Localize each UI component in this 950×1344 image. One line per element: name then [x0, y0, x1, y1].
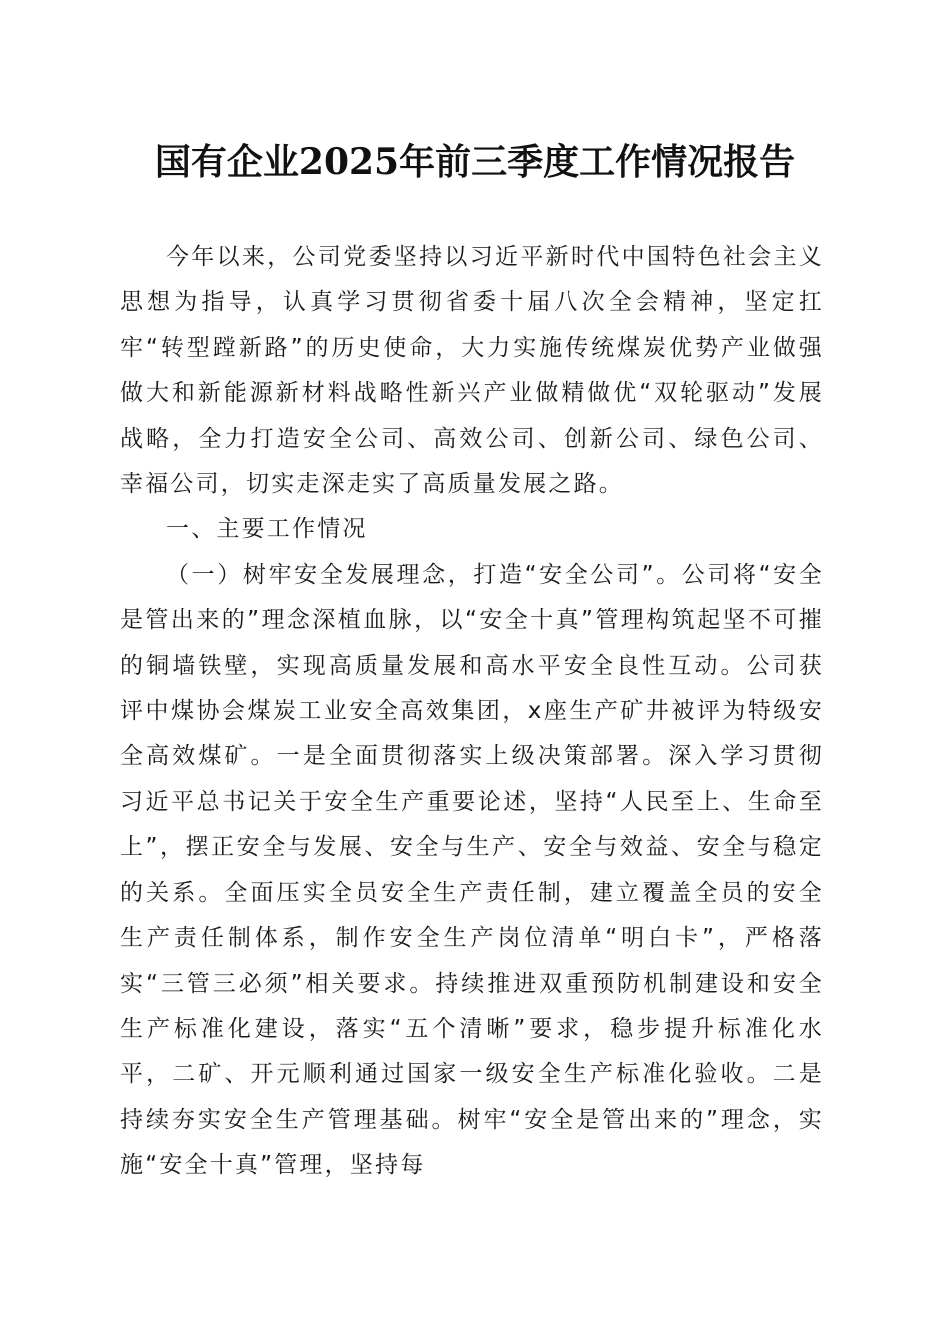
section-paragraph: （一）树牢安全发展理念，打造“安全公司”。公司将“安全是管出来的”理念深植血脉，以“安全十真”管理构筑起坚不可摧的铜墙铁壁，实现高质量发展和高水平安全良性互动。公司获评中煤协会煤炭工业安全高效集团，x座生产矿井被评为特级安全高效煤矿。一是全面贯彻落实上级决策部署。深入学习贯彻习近平总书记关于安全生产重要论述，坚持“人民至上、生命至上”，摆正安全与发展、安全与生产、安全与效益、安全与稳定的关系。全面压实全员安全生产责任制，建立覆盖全员的安全生产责任制体系，制作安全生产岗位清单“明白卡”，严格落实“三管三必须”相关要求。持续推进双重预防机制建设和安全生产标准化建设，落实“五个清晰”要求，稳步提升标准化水平，二矿、开元顺利通过国家一级安全生产标准化验收。二是持续夯实安全生产管理基础。树牢“安全是管出来的”理念，实施“安全十真”管理，坚持每 [120, 561, 824, 1179]
intro-paragraph: 今年以来，公司党委坚持以习近平新时代中国特色社会主义思想为指导，认真学习贯彻省委十届八次全会精神，坚定扛牢“转型蹚新路”的历史使命，大力实施传统煤炭优势产业做强做大和新能源新材料战略性新兴产业做精做优“双轮驱动”发展战略，全力打造安全公司、高效公司、创新公司、绿色公司、幸福公司，切实走深走实了高质量发展之路。 [120, 244, 824, 498]
document-title: 国有企业2025年前三季度工作情况报告 [154, 141, 796, 183]
document-body [120, 235, 824, 1189]
section-heading: 一、主要工作情况 [166, 516, 368, 543]
